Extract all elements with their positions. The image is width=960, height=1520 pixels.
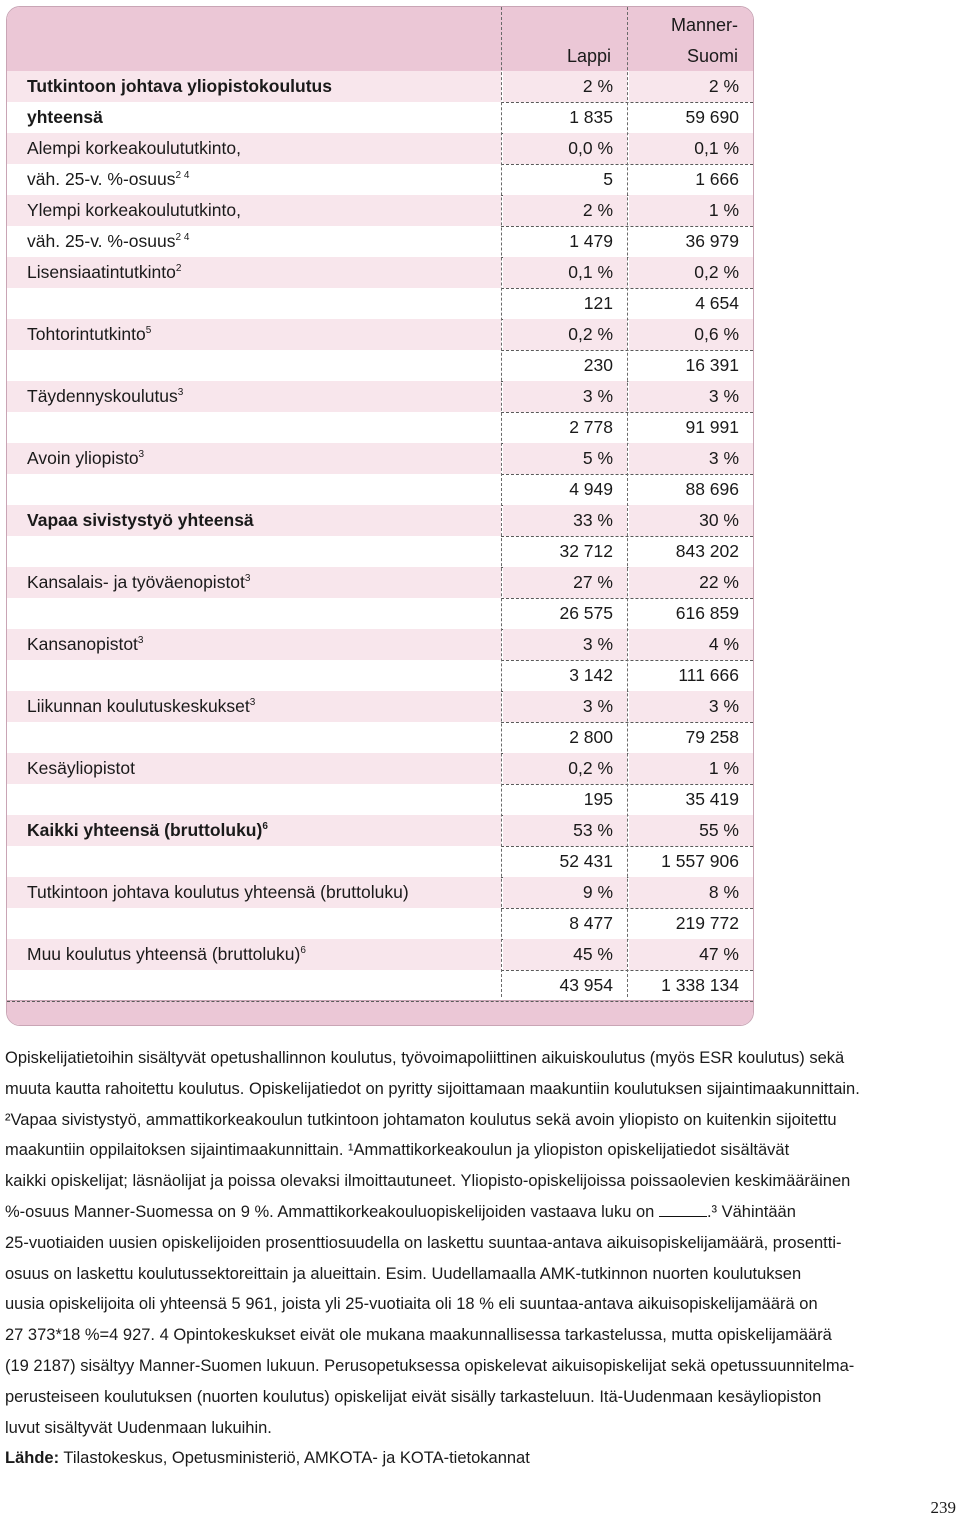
- cell-manner-suomi: 1 %: [629, 753, 753, 784]
- cell-manner-suomi: 111 666: [678, 665, 739, 685]
- row-label: Tohtorintutkinto$^5$: [7, 319, 501, 350]
- cell-lappi: 43 954: [559, 975, 613, 995]
- cell-manner-suomi: 1 666: [695, 169, 739, 189]
- row-label: yhteensä: [27, 107, 103, 127]
- source-line: [5, 1443, 955, 1474]
- cell-lappi: 1 479: [569, 231, 613, 251]
- row-label: Tutkintoon johtava yliopistokoulutus: [7, 71, 501, 102]
- cell-lappi: 0,1 %: [503, 257, 627, 288]
- cell-manner-suomi: 55 %: [629, 815, 753, 846]
- cell-lappi: 3 %: [503, 381, 627, 412]
- cell-lappi: 0,2 %: [503, 753, 627, 784]
- cell-manner-suomi: 3 %: [629, 381, 753, 412]
- table-footer-band: [7, 1000, 753, 1025]
- row-label: väh. 25-v. %-osuus$^{2 4}$: [27, 231, 190, 251]
- row-label: [7, 846, 501, 877]
- cell-lappi: 53 %: [503, 815, 627, 846]
- column-header-manner-suomi: Manner- Suomi: [670, 15, 738, 66]
- footnote-line: maakuntiin oppilaitoksen sijaintimaakunnittain. ¹Ammattikorkeakoulun ja yliopiston opiskelijatiedot sisältävät: [5, 1141, 790, 1160]
- cell-manner-suomi: 22 %: [629, 567, 753, 598]
- cell-manner-suomi: 219 772: [675, 913, 739, 933]
- page-number: 239: [930, 1498, 956, 1517]
- row-label: Lisensiaatintutkinto$^2$: [7, 257, 501, 288]
- cell-lappi: 3 %: [503, 691, 627, 722]
- cell-lappi: 121: [583, 293, 613, 313]
- cell-lappi: 0,2 %: [503, 319, 627, 350]
- row-label: [7, 908, 501, 939]
- footnote-line: Opiskelijatietoihin sisältyvät opetushallinnon koulutus, työvoimapoliittinen aikuiskoulutus (myös ESR koulutus) sekä: [5, 1049, 845, 1067]
- row-label: [7, 536, 501, 567]
- row-label: Liikunnan koulutuskeskukset$^3$: [7, 691, 501, 722]
- cell-manner-suomi: 16 391: [685, 355, 739, 375]
- cell-lappi: 9 %: [503, 877, 627, 908]
- cell-manner-suomi: 2 %: [629, 71, 753, 102]
- footnote-line: %-osuus Manner-Suomessa on 9 %. Ammattikorkeakouluopiskelijoiden vastaava luku on .³ Vähintään: [5, 1197, 955, 1228]
- footnote-line: (19 2187) sisältyy Manner-Suomen lukuun. Perusopetuksessa opiskelevat aikuisopiskelijat sekä opetussuunnitelma-: [5, 1356, 855, 1375]
- column-separator: [501, 7, 502, 997]
- row-label: Alempi korkeakoulututkinto,: [7, 133, 501, 164]
- row-label: väh. 25-v. %-osuus$^{2 4}$: [27, 169, 190, 189]
- row-label: Muu koulutus yhteensä (bruttoluku)$^6$: [7, 939, 501, 970]
- row-label: Avoin yliopisto$^3$: [7, 443, 501, 474]
- cell-manner-suomi: 8 %: [629, 877, 753, 908]
- row-label: Täydennyskoulutus$^3$: [7, 381, 501, 412]
- footnote-line: osuus on laskettu koulutussektoreittain ja alueittain. Esim. Uudellamaalla AMK-tutkinnon nuorten koulutuksen: [5, 1264, 802, 1283]
- cell-manner-suomi: 4 654: [695, 293, 739, 313]
- cell-manner-suomi: 1 %: [629, 195, 753, 226]
- footnote-line: muuta kautta rahoitettu koulutus. Opiskelijatiedot on pyritty sijoittamaan maakuntiin koulutuksen sijaintimaakunnittain.: [5, 1079, 860, 1098]
- row-label: [7, 598, 501, 629]
- cell-manner-suomi: 616 859: [675, 603, 739, 623]
- cell-lappi: 32 712: [559, 541, 613, 561]
- statistics-table: [6, 6, 754, 1026]
- blank-underline: [659, 1200, 707, 1217]
- row-label: [7, 784, 501, 815]
- footnote-line: 27 373*18 %=4 927. 4 Opintokeskukset eivät ole mukana maakunnallisessa tarkastelussa, mutta opiskelijamäärä: [5, 1326, 832, 1345]
- footnote-line: kaikki opiskelijat; läsnäolijat ja poissa olevaksi ilmoittautuneet. Yliopisto-opiskelijoissa poissaolevien keskimääräinen: [5, 1172, 851, 1191]
- row-label: [7, 474, 501, 505]
- source-label: Lähde:: [5, 1449, 60, 1468]
- row-label: Kaikki yhteensä (bruttoluku)$^6$: [7, 815, 501, 846]
- cell-lappi: 2 800: [569, 727, 613, 747]
- row-label: [7, 660, 501, 691]
- cell-lappi: 5 %: [503, 443, 627, 474]
- cell-manner-suomi: 30 %: [629, 505, 753, 536]
- cell-manner-suomi: 88 696: [685, 479, 739, 499]
- footnote-line: 25-vuotiaiden uusien opiskelijoiden prosenttiosuudella on laskettu suuntaa-antava aikuisopiskelijamäärä, prosentti-: [5, 1233, 842, 1252]
- cell-manner-suomi: 35 419: [685, 789, 739, 809]
- cell-lappi: 195: [583, 789, 613, 809]
- footnote-line: ²Vapaa sivistystyö, ammattikorkeakoulun tutkintoon johtamaton koulutus sekä avoin yliopisto on kuitenkin sijoitettu: [5, 1110, 837, 1129]
- column-separator: [627, 7, 628, 997]
- cell-lappi: 8 477: [569, 913, 613, 933]
- cell-lappi: 27 %: [503, 567, 627, 598]
- cell-manner-suomi: 0,2 %: [629, 257, 753, 288]
- column-header-lappi: Lappi: [566, 46, 611, 66]
- cell-lappi: 5: [603, 169, 613, 189]
- row-label: [7, 412, 501, 443]
- cell-lappi: 52 431: [559, 851, 613, 871]
- cell-lappi: 45 %: [503, 939, 627, 970]
- footnote-line: perusteiseen koulutuksen (nuorten koulutus) opiskelijat eivät sisälly tarkasteluun. Itä-Uudenmaan kesäyliopiston: [5, 1387, 822, 1406]
- cell-lappi: 0,0 %: [503, 133, 627, 164]
- row-label: Vapaa sivistystyö yhteensä: [7, 505, 501, 536]
- cell-manner-suomi: 1 557 906: [661, 851, 739, 871]
- source-text: Tilastokeskus, Opetusministeriö, AMKOTA- ja KOTA-tietokannat: [59, 1449, 530, 1468]
- cell-lappi: 33 %: [503, 505, 627, 536]
- cell-manner-suomi: 1 338 134: [661, 975, 739, 995]
- cell-lappi: 1 835: [569, 107, 613, 127]
- footnote-line: luvut sisältyvät Uudenmaan lukuihin.: [5, 1418, 272, 1437]
- cell-lappi: 4 949: [569, 479, 613, 499]
- footnotes: [5, 1043, 955, 1474]
- cell-manner-suomi: 79 258: [685, 727, 739, 747]
- cell-lappi: 2 %: [503, 71, 627, 102]
- cell-lappi: 3 142: [569, 665, 613, 685]
- cell-lappi: 3 %: [503, 629, 627, 660]
- cell-manner-suomi: 3 %: [629, 691, 753, 722]
- cell-manner-suomi: 4 %: [629, 629, 753, 660]
- row-label: Kansalais- ja työväenopistot$^3$: [7, 567, 501, 598]
- cell-lappi: 230: [583, 355, 613, 375]
- cell-manner-suomi: 0,6 %: [629, 319, 753, 350]
- footnote-line: uusia opiskelijoita oli yhteensä 5 961, joista yli 25-vuotiaita oli 18 % eli suuntaa-antava aikuisopiskelijamäärä on: [5, 1295, 818, 1314]
- row-label: [7, 288, 501, 319]
- row-divider: [7, 1001, 753, 1002]
- row-label: Kansanopistot$^3$: [7, 629, 501, 660]
- cell-manner-suomi: 0,1 %: [629, 133, 753, 164]
- row-label: Tutkintoon johtava koulutus yhteensä (bruttoluku): [7, 877, 501, 908]
- row-label: Ylempi korkeakoulututkinto,: [7, 195, 501, 226]
- cell-manner-suomi: 3 %: [629, 443, 753, 474]
- cell-lappi: 2 778: [569, 417, 613, 437]
- cell-lappi: 2 %: [503, 195, 627, 226]
- cell-manner-suomi: 47 %: [629, 939, 753, 970]
- cell-manner-suomi: 843 202: [675, 541, 739, 561]
- row-label: [7, 350, 501, 381]
- row-label: Kesäyliopistot: [7, 753, 501, 784]
- cell-lappi: 26 575: [559, 603, 613, 623]
- cell-manner-suomi: 36 979: [685, 231, 739, 251]
- cell-manner-suomi: 91 991: [685, 417, 739, 437]
- row-label: [7, 970, 501, 1001]
- row-label: [7, 722, 501, 753]
- cell-manner-suomi: 59 690: [685, 107, 739, 127]
